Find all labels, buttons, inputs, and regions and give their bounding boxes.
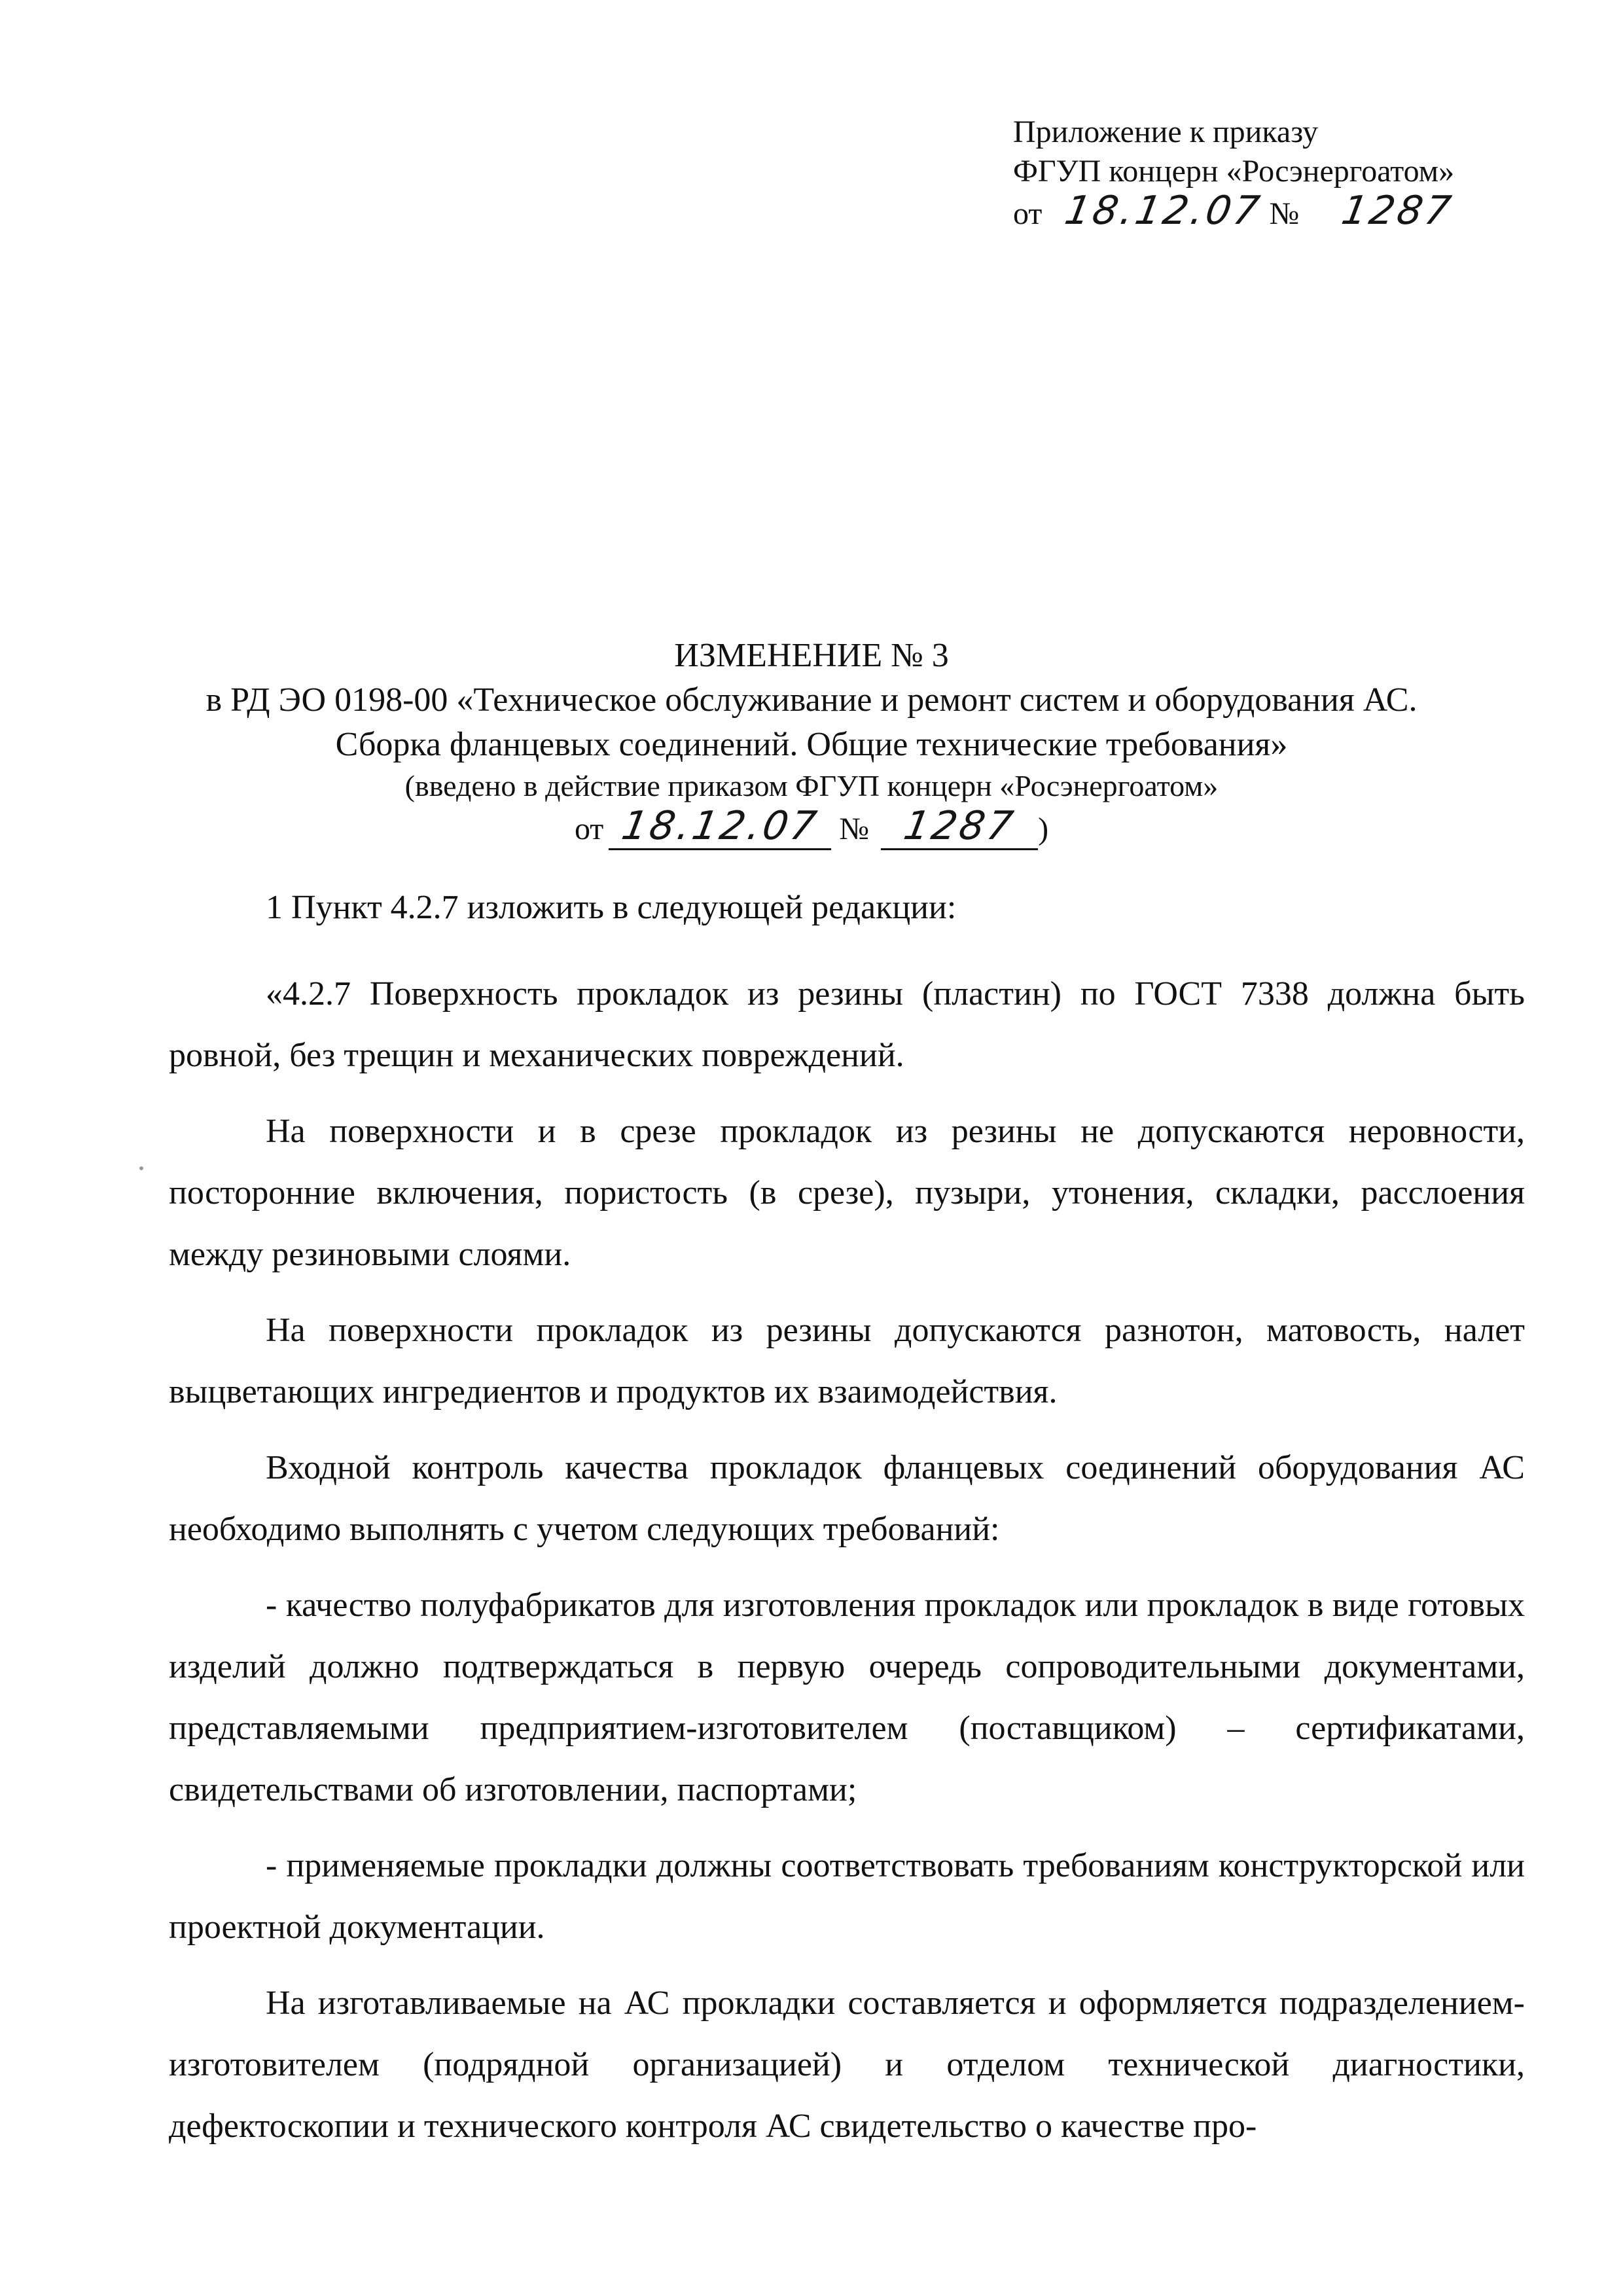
annex-line-2: ФГУП концерн «Росэнергоатом» [1013,154,1455,188]
change-title-block [118,634,1505,852]
list-item-design-compliance: - применяемые прокладки должны соответствовать требованиям конструкторской или проектной документации. [169,1847,1525,1946]
scan-margin-mark [139,1166,143,1170]
enactment-order-ref [118,803,1505,852]
annex-ot-label: от [1013,196,1043,231]
enactment-number-sign: № [839,812,870,846]
paragraph-4-2-7: «4.2.7 Поверхность прокладок из резины (пластин) по ГОСТ 7338 должна быть ровной, без трещин и механических повреждений. [169,975,1525,1074]
paragraph-quality-certificate: На изготавливаемые на АС прокладки составляется и оформляется подразделением-изготовителем (подрядной организацией) и отделом технической диагностики, дефектоскопии и технического контроля АС свидетельство о качестве про- [169,1984,1525,2145]
annex-handwritten-number: 1287 [1338,188,1457,234]
paragraph-defects-allowed: На поверхности прокладок из резины допускаются разнотон, матовость, налет выцветающих ингредиентов и продуктов их взаимодействия. [169,1312,1525,1410]
change-title: ИЗМЕНЕНИЕ № 3 [674,637,949,674]
annex-header [1013,113,1457,234]
enactment-number-field [881,803,1038,850]
annex-order-ref [1013,188,1457,234]
document-subtitle: Сборка фланцевых соединений. Общие технические требования» [335,726,1288,763]
enactment-date-field [609,803,831,850]
enactment-handwritten-date: 18.12.07 [618,803,823,849]
list-item-quality-documents: - качество полуфабрикатов для изготовления прокладок или прокладок в виде готовых изделий должно подтверждаться в первую очередь сопроводительными документами, представляемыми предприятием-изготовителем (поставщиком) – сертификатами, свидетельствами об изготовлении, паспортами; [169,1587,1525,1808]
paragraph-item-1: 1 Пункт 4.2.7 изложить в следующей редакции: [266,889,957,926]
document-body [169,877,1525,2157]
annex-number-sign: № [1269,196,1300,231]
enactment-note: (введено в действие приказом ФГУП концерн «Росэнергоатом» [404,769,1219,802]
enactment-close-paren: ) [1038,812,1049,846]
annex-handwritten-date: 18.12.07 [1061,188,1266,234]
paragraph-incoming-control: Входной контроль качества прокладок фланцевых соединений оборудования АС необходимо выполнять с учетом следующих требований: [169,1449,1525,1548]
paragraph-defects-not-allowed: На поверхности и в срезе прокладок из резины не допускаются неровности, посторонние включения, пористость (в срезе), пузыри, утонения, складки, расслоения между резиновыми слоями. [169,1113,1525,1273]
enactment-handwritten-number: 1287 [900,803,1019,849]
annex-line-1: Приложение к приказу [1013,115,1319,149]
document-reference: в РД ЭО 0198-00 «Техническое обслуживание и ремонт систем и оборудования АС. [205,681,1418,719]
enactment-ot-label: от [574,812,604,846]
